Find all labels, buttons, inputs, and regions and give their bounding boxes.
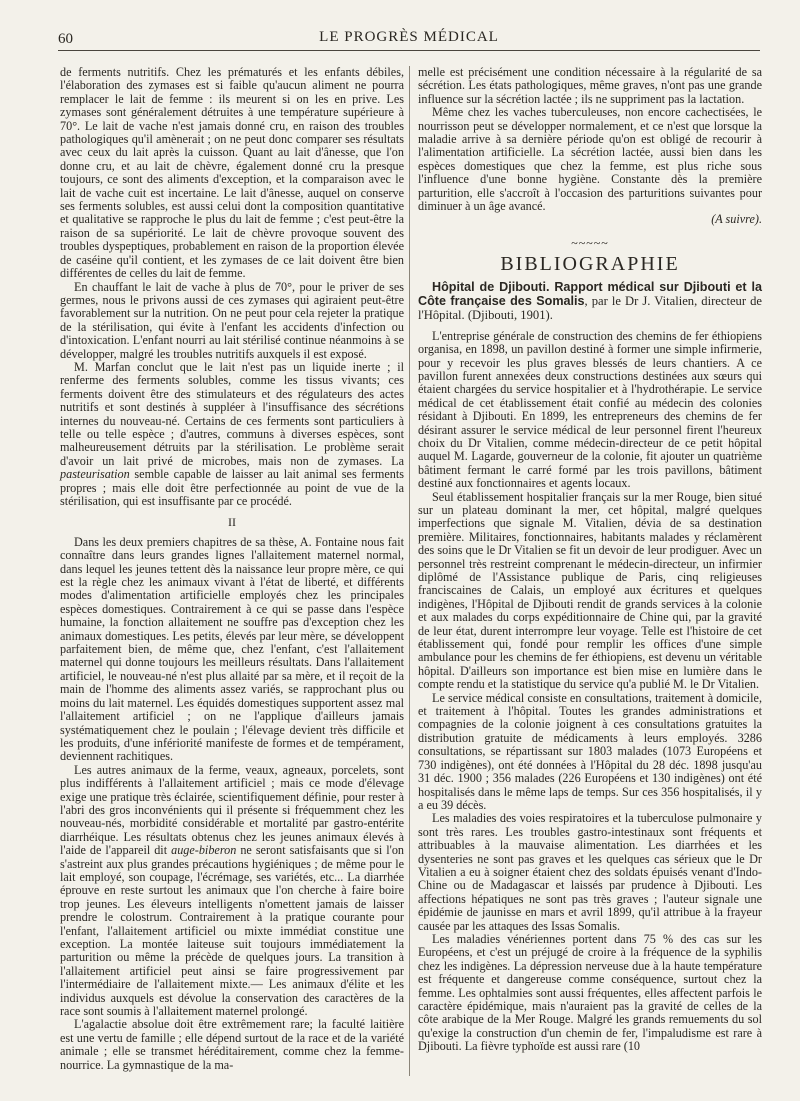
paragraph: En chauffant le lait de vache à plus de 70°, pour le priver de ses germes, nous le privons aussi de ces zymases qui agiraient peut-être favorablement sur la nutrition. On ne peut pour cela rejeter la pratique de la stérilisation, qui évite à l'enfant les accidents d'infection ou d'intoxication. L'enfant nourri au lait stérilisé continue néanmoins à se développer, malgré les troubles nutritifs auxquels il est exposé. [60, 279, 404, 361]
page-header [58, 28, 760, 51]
paragraph: de ferments nutritifs. Chez les prématurés et les enfants débiles, l'élaboration des zymases est si faible qu'aucun aliment ne pourra remplacer le lait de femme : ils meurent si on les en prive. Les zymases sont généralement détruites à une température supérieure à 70°. Le lait de vache n'est jamais donné cru, en raison des troubles pathologiques qu'il amènerait ; on ne peut donc comparer ses résultats avec ceux du lait après la cuisson. Quant au lait d'ânesse, que l'on donne cru, et au lait de chèvre, également donné cru la presque toujours, ce sont des aliments d'exception, et la comparaison avec le lait de vache cuit est incertaine. Le lait d'ânesse, auquel on conserve ses ferments solubles, est aussi celui dont la composition quantitative et qualitative se rapproche le plus du lait de femme ; c'est peut-être la raison de sa supériorité. Le lait de chèvre provoque souvent des troubles dyspeptiques, probablement en raison de la proportion élevée de caséine qu'il contient, et les zymases de ce lait doivent être bien différentes de celles du lait de femme. [60, 65, 404, 281]
paragraph: melle est précisément une condition nécessaire à la régularité de sa sécrétion. Les états pathologiques, même graves, n'ont pas une grande influence sur la sécrétion lactée ; ils ne suppriment pas la lactation. [418, 65, 762, 106]
ornamental-divider: ~~~~~ [571, 235, 609, 250]
column-divider [409, 66, 410, 1076]
paragraph: Les maladies des voies respiratoires et la tuberculose pulmonaire y sont très rares. Les troubles gastro-intestinaux sont fréquents et attribuables à la mauvaise alimentation. Les diarrhées et les dysenteries ne sont pas graves et les quelques cas sérieux que le Dr Vitalien a eu à soigner étaient chez des soldats épuisés venant d'Indo-Chine ou de Madagascar et laissés par prudence à Djibouti. Les affections hépatiques ne sont pas très graves ; l'auteur signale une épidémie de jaunisse en mars et avril 1899, qu'il attribue à la frayeur causée par les attaques des Issas Somalis. [418, 811, 762, 933]
article-title: Hôpital de Djibouti. Rapport médical sur Djibouti et la Côte française des Somalis, par le Dr J. Vitalien, directeur de l'Hôpital. (Djibouti, 1901). [418, 279, 762, 322]
paragraph: M. Marfan conclut que le lait n'est pas un liquide inerte ; il renferme des ferments solubles, comme les tissus vivants; ces ferments doivent être des stimulateurs et des régulateurs des actes nutritifs et sont destinés à suppléer à l'insuffisance des sécrétions internes du nouveau-né. Certains de ces ferments sont particuliers à telle ou telle espèce ; d'autres, communs à diverses espèces, sont malheureusement détruits par la stérilisation. Le problème serait d'avoir un lait privé de microbes, mais non de zymases. La pasteurisation semble capable de laisser au lait animal ses ferments propres ; mais elle doit être perfectionnée au point de vue de la stérilisation, qui est insuffisante par ce procédé. [60, 359, 404, 508]
to-be-continued: (A suivre). [711, 212, 762, 227]
paragraph: L'agalactie absolue doit être extrêmement rare; la faculté laitière est une vertu de famille ; elle dépend surtout de la race et de la variété animale ; elle se transmet héréditairement, comme chez la femme-nourrice. La gymnastique de la ma- [60, 1017, 404, 1072]
section-numeral: II [228, 515, 236, 530]
left-column [60, 66, 404, 1072]
paragraph: Seul établissement hospitalier français sur la mer Rouge, bien situé sur un plateau dominant la mer, cet hôpital, malgré quelques imperfections que signale M. Vitalien, dévia de sa destination première. Militaires, fonctionnaires, habitants malades y réclamèrent des soins que le Dr Vitalien se fit un devoir de leur prodiguer. Avec un personnel très restreint comprenant le médecin-directeur, un infirmier diplômé de l'Assistance publique de Paris, cinq religieuses franciscaines de Calais, un employé aux écritures et quelques indigènes, l'Hôpital de Djibouti rendit de grands services à la colonie et aux malades du corps expéditionnaire de Chine qui, par la gravité de leur état, durent interrompre leur voyage. Telle est l'histoire de cet établissement qui, fondé pour remplir les offices d'une simple ambulance pour les chemins de fer éthiopiens, est devenu un véritable hôpital. D'ailleurs son importance est bien mise en lumière dans le compte rendu et la statistique du service qu'a publié M. le Dr Vitalien. [418, 489, 762, 692]
italic-term: pasteurisation [60, 467, 130, 482]
section-heading: BIBLIOGRAPHIE [500, 253, 680, 276]
paragraph: Le service médical consiste en consultations, traitement à domicile, et traitement à l'hôpital. Toutes les grandes administrations et compagnies de la colonie joignent à ces consultations gratuites la distribution gratuite de médicaments à leurs employés. 3286 consultations, se répartissant sur 1803 malades (1073 Européens et 730 indigènes), ont été données à l'Hôpital du 28 déc. 1898 jusqu'au 31 déc. 1900 ; 356 malades (226 Européens et 130 indigènes) ont été hospitalisés dans le même laps de temps. Sur ces 356 hospitalisés, il y a eu 39 décès. [418, 690, 762, 812]
italic-term: auge-biberon [171, 843, 237, 858]
page-number: 60 [58, 31, 73, 47]
paragraph: Dans les deux premiers chapitres de sa thèse, A. Fontaine nous fait connaître dans leurs grandes lignes l'allaitement maternel normal, dans lequel les jeunes tettent dès la naissance leur propre mère, ce qui est la règle chez les animaux vivant à l'état de liberté, et différents modes d'alimentation artificielle employés chez les principales espèces domestiques. Contrairement à ce qui se passe dans l'espèce humaine, la fonction allaitement ne souffre pas d'exception chez les animaux domestiques. Les petits, élevés par leur mère, se développent parfaitement bien, de même que, chez l'enfant, c'est l'allaitement maternel qui donne toujours les meilleurs résultats. Dans l'allaitement artificiel, le nouveau-né n'est plus allaité par sa mère, et il reçoit de la main de l'homme des aliments assez variés, se rapprochant plus ou moins du lait maternel. Les équidés domestiques supportent assez mal l'allaitement artificiel ; on ne l'applique d'ailleurs jamais systématiquement chez le poulain ; l'élevage devient très difficile et les produits, d'une infériorité manifeste de formes et de tempérament, deviennent rachitiques. [60, 534, 404, 764]
article-byline: , par le Dr J. Vitalien, directeur de l'Hôpital. (Djibouti, 1901). [418, 293, 762, 322]
paragraph: L'entreprise générale de construction des chemins de fer éthiopiens organisa, en 1898, un pavillon destiné à former une simple infirmerie, pour y recevoir les plus graves blessés de leurs chantiers. A ce pavillon furent annexées deux constructions destinées aux sœurs qui étaient chargées du service hospitalier et à l'hydrothérapie. Le service médical de cet établissement était confié au médecin des colonies résidant à Djibouti. En 1899, les entrepreneurs des chemins de fer désirant assurer le service médical de leur personnel firent l'heureux choix du Dr Vitalien, comme médecin-directeur de ce petit hôpital auquel M. Lagarde, gouverneur de la colonie, fit ajouter un quatrième bâtiment fermant le carré formé par les trois pavillons, bâtiment destiné aux fonctionnaires et agents locaux. [418, 328, 762, 491]
paragraph: Les autres animaux de la ferme, veaux, agneaux, porcelets, sont plus indifférents à l'allaitement artificiel ; mais ce mode d'élevage exige une pratique très éclairée, scientifiquement définie, pour rester à l'abri des gros inconvénients qui il présente si fréquemment chez les nouveau-nés, morbidité considérable et mortalité par gastro-entérite diarrhéique. Les résultats obtenus chez les jeunes animaux élevés à l'aide de l'appareil dit auge-biberon ne seront satisfaisants que si l'on s'astreint aux plus grandes précautions hygiéniques ; de même pour le lait employé, son coupage, l'écrémage, ses variétés, etc... La diarrhée éprouve en reste surtout les animaux que l'on cherche à faire boire trop jeunes. Les éleveurs intelligents n'omettent jamais de laisser prendre le colostrum. Contrairement à la pratique courante pour l'enfant, l'allaitement artificiel ou mixte immédiat constitue une exception. La montée laiteuse suit toujours immédiatement la parturition ou même la précède de quelques jours. La transition à l'allaitement artificiel peut ainsi se faire progressivement par l'intermédiaire de l'allaitement mixte.— Les animaux d'élite et les individus auxquels est dévolue la conservation des caractères de la race sont soumis à l'allaitement maternel prolongé. [60, 762, 405, 1019]
right-column [418, 66, 762, 1054]
journal-title: LE PROGRÈS MÉDICAL [319, 29, 499, 45]
paragraph: Les maladies vénériennes portent dans 75 % des cas sur les Européens, et c'est un préjugé de croire à la fréquence de la syphilis chez les indigènes. La dépression nerveuse due à la haute température est fréquente et dangereuse comme conséquence, surtout chez la femme. Les ophtalmies sont aussi fréquentes, elles affectent parfois le caractère épidémique, mais n'auraient pas la gravité de celles de la côte arabique de la Mer Rouge. Malgré les grands remuements du sol qu'exige la construction d'un chemin de fer, l'impaludisme est rare à Djibouti. La fièvre typhoïde est aussi rare (10 [418, 931, 762, 1054]
paragraph: Même chez les vaches tuberculeuses, non encore cachectisées, le nourrisson peut se développer normalement, et ce n'est que lorsque la maladie arrive à sa dernière période qu'on est obligé de recourir à l'alimentation artificielle. La sécrétion lactée, aussi bien dans les espèces domestiques que chez la femme, est plus riche sous l'influence d'une bonne hygiène. Constante dès la première parturition, elle s'accroît à l'occasion des parturitions suivantes pour diminuer à un âge avancé. [418, 105, 762, 214]
